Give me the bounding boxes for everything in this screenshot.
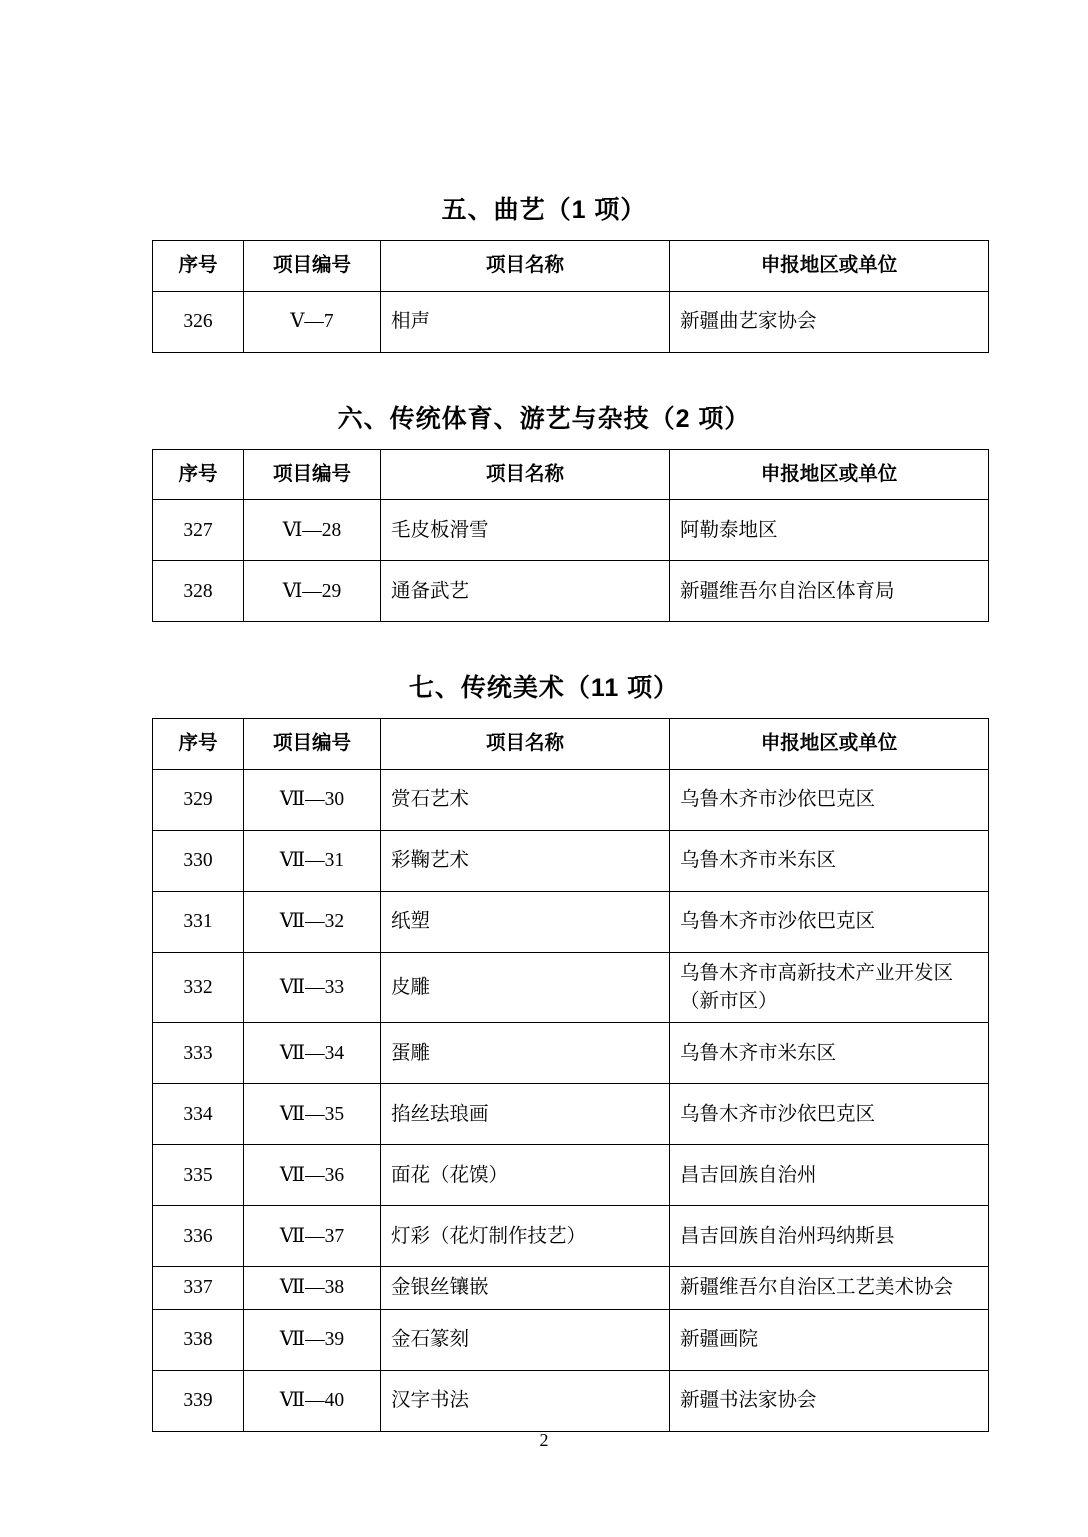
table-row — [153, 770, 989, 831]
cell-code: Ⅶ—34 — [244, 1023, 381, 1084]
column-header-unit: 申报地区或单位 — [670, 241, 989, 292]
cell-unit: 新疆维吾尔自治区工艺美术协会 — [670, 1267, 989, 1310]
table-row — [153, 1267, 989, 1310]
table-header-row — [153, 241, 989, 292]
section-title: 五、曲艺（1 项） — [441, 196, 647, 224]
column-header-unit: 申报地区或单位 — [670, 719, 989, 770]
cell-code: Ⅶ—33 — [244, 953, 381, 1023]
cell-unit: 乌鲁木齐市沙依巴克区 — [670, 1084, 989, 1145]
table-row — [153, 1084, 989, 1145]
section-title: 六、传统体育、游艺与杂技（2 项） — [337, 404, 751, 433]
cell-name: 赏石艺术 — [381, 770, 670, 831]
section-title: 七、传统美术（11 项） — [408, 674, 680, 703]
column-header-name: 项目名称 — [381, 449, 670, 500]
cell-no: 336 — [153, 1206, 244, 1267]
cell-name: 相声 — [381, 291, 670, 352]
cell-no: 339 — [153, 1371, 244, 1432]
cell-unit: 乌鲁木齐市米东区 — [670, 1023, 989, 1084]
table-row — [153, 1206, 989, 1267]
cell-unit: 新疆曲艺家协会 — [670, 291, 989, 352]
column-header-unit: 申报地区或单位 — [670, 449, 989, 500]
cell-name: 灯彩（花灯制作技艺） — [381, 1206, 670, 1267]
cell-no: 326 — [153, 291, 244, 352]
table-quyi — [152, 240, 989, 353]
cell-code: Ⅶ—40 — [244, 1371, 381, 1432]
column-header-code: 项目编号 — [244, 241, 381, 292]
cell-code: Ⅶ—31 — [244, 831, 381, 892]
table-header-row — [153, 449, 989, 500]
cell-code: Ⅴ—7 — [244, 291, 381, 352]
cell-name: 纸塑 — [381, 892, 670, 953]
cell-no: 329 — [153, 770, 244, 831]
table-row — [153, 1310, 989, 1371]
cell-name: 金石篆刻 — [381, 1310, 670, 1371]
cell-name: 通备武艺 — [381, 561, 670, 622]
table-row — [153, 892, 989, 953]
cell-name: 蛋雕 — [381, 1023, 670, 1084]
table-row — [153, 1023, 989, 1084]
cell-no: 327 — [153, 500, 244, 561]
table-traditional-art — [152, 718, 989, 1432]
column-header-code: 项目编号 — [244, 449, 381, 500]
cell-unit: 乌鲁木齐市高新技术产业开发区（新市区） — [670, 953, 989, 1023]
cell-no: 335 — [153, 1145, 244, 1206]
column-header-name: 项目名称 — [381, 241, 670, 292]
cell-no: 328 — [153, 561, 244, 622]
cell-no: 338 — [153, 1310, 244, 1371]
cell-no: 330 — [153, 831, 244, 892]
cell-no: 332 — [153, 953, 244, 1023]
cell-no: 331 — [153, 892, 244, 953]
section-quyi — [152, 190, 936, 353]
table-row — [153, 500, 989, 561]
section-traditional-art — [152, 668, 954, 1432]
cell-code: Ⅶ—37 — [244, 1206, 381, 1267]
column-header-no: 序号 — [153, 241, 244, 292]
cell-no: 337 — [153, 1267, 244, 1310]
cell-code: Ⅶ—32 — [244, 892, 381, 953]
cell-unit: 昌吉回族自治州 — [670, 1145, 989, 1206]
cell-unit: 乌鲁木齐市沙依巴克区 — [670, 892, 989, 953]
cell-unit: 新疆维吾尔自治区体育局 — [670, 561, 989, 622]
cell-code: Ⅶ—36 — [244, 1145, 381, 1206]
cell-no: 334 — [153, 1084, 244, 1145]
table-traditional-sports — [152, 449, 989, 623]
cell-name: 毛皮板滑雪 — [381, 500, 670, 561]
cell-unit: 昌吉回族自治州玛纳斯县 — [670, 1206, 989, 1267]
cell-unit: 新疆书法家协会 — [670, 1371, 989, 1432]
cell-code: Ⅶ—35 — [244, 1084, 381, 1145]
cell-no: 333 — [153, 1023, 244, 1084]
table-row — [153, 953, 989, 1023]
table-row — [153, 1371, 989, 1432]
cell-code: Ⅶ—30 — [244, 770, 381, 831]
table-row — [153, 831, 989, 892]
cell-name: 汉字书法 — [381, 1371, 670, 1432]
cell-code: Ⅵ—29 — [244, 561, 381, 622]
cell-unit: 新疆画院 — [670, 1310, 989, 1371]
cell-name: 金银丝镶嵌 — [381, 1267, 670, 1310]
cell-name: 彩鞠艺术 — [381, 831, 670, 892]
column-header-code: 项目编号 — [244, 719, 381, 770]
table-row — [153, 1145, 989, 1206]
column-header-no: 序号 — [153, 449, 244, 500]
cell-unit: 乌鲁木齐市米东区 — [670, 831, 989, 892]
column-header-name: 项目名称 — [381, 719, 670, 770]
column-header-no: 序号 — [153, 719, 244, 770]
page-number: 2 — [539, 1430, 549, 1450]
cell-code: Ⅶ—39 — [244, 1310, 381, 1371]
table-header-row — [153, 719, 989, 770]
section-traditional-sports — [152, 399, 936, 623]
cell-name: 皮雕 — [381, 953, 670, 1023]
cell-name: 面花（花馍） — [381, 1145, 670, 1206]
cell-code: Ⅶ—38 — [244, 1267, 381, 1310]
table-row — [153, 291, 989, 352]
cell-name: 掐丝珐琅画 — [381, 1084, 670, 1145]
cell-code: Ⅵ—28 — [244, 500, 381, 561]
cell-unit: 阿勒泰地区 — [670, 500, 989, 561]
table-row — [153, 561, 989, 622]
cell-unit: 乌鲁木齐市沙依巴克区 — [670, 770, 989, 831]
